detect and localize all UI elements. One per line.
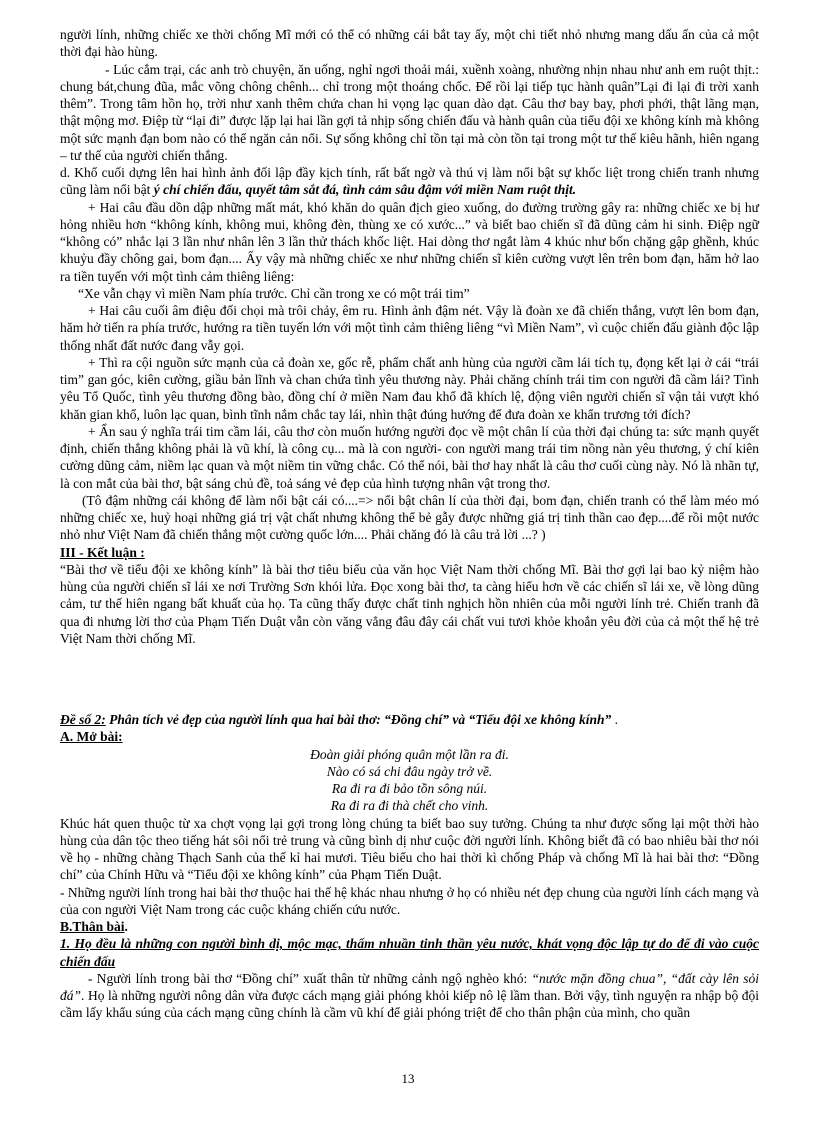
- poem-line: [60, 797, 759, 814]
- text-run: .: [611, 712, 619, 727]
- para-opening: [60, 815, 759, 884]
- para-note: [60, 492, 759, 544]
- para-source-of-strength: [60, 354, 759, 423]
- heading-conclusion: [60, 544, 759, 561]
- text-run: + Hai câu cuối âm điệu đối chọi mà trôi chảy, êm ru. Hình ảnh đậm nét. Vậy là đoàn xe đã chiến thắng, vượt lên bom đạn, hăm hở tiến ra phía trước, hướng ra tiền tuyến lớn với một tình cảm thiêng liêng “vì Miền Nam”, vì cuộc chiến đấu giành độc lập thống nhất đất nước đang vẫy gọi.: [60, 303, 759, 353]
- text-run: - Người lính trong bài thơ “Đồng chí” xuất thân từ những cảnh ngộ nghèo khó:: [88, 970, 532, 986]
- text-run: - Lúc cắm trại, các anh trò chuyện, ăn uống, nghỉ ngơi thoải mái, xuềnh xoàng, nhường nhịn nhau như anh em ruột thịt.: chung bát,chung đũa, mắc võng chông chênh... chỉ trong một thoáng chốc. Để rồi lại tiếp tục hành quân”Lại đi lại đi trời xanh thêm”. Trong tâm hồn họ, trời như xanh thêm chứa chan hi vọng lạc quan dào dạt. Câu thơ bay bay, phơi phới, thật lãng mạn, thật mộng mơ. Điệp từ “lại đi” được lặp lại hai lần gợi tả nhịp sống chiến đấu và hành quân của tiểu đội xe không kính mà không một sức mạnh đạn bom nào có thể ngăn cản nổi. Sự sống không chỉ tồn tại mà còn tồn tại trong một tư thế kiêu hãnh, hiên ngang – tư thế của người chiến thắng.: [60, 61, 759, 163]
- text-run: Nào có sá chi đâu ngày trở về.: [326, 763, 493, 779]
- text-run: . Họ là những người nông dân vừa được cách mạng giải phóng khỏi kiếp nô lệ lầm than. Bởi vậy, tình nguyện ra nhập bộ đội cầm lấy khẩu súng của cách mạng cũng chính là cầm vũ khí để giải phóng triệt để cho thân phận của mình, cho quần: [60, 988, 759, 1021]
- para-conclusion: [60, 561, 759, 647]
- para-soldiers-common: [60, 884, 759, 919]
- text-run: + Hai câu đầu dồn dập những mất mát, khó khăn do quân địch gieo xuống, do đường trường gây ra: những chiếc xe bị hư hỏng nhiều hơn “không kính, không mui, không đèn, thùng xe có xước...” và biết bao chiến sĩ đã dũng cảm hi sinh. Điệp ngữ “không có” nhắc lại 3 lần như nhân lên 3 lần thử thách khốc liệt. Hai dòng thơ ngắt làm 4 khúc như bốn chặng gập ghềnh, khúc khuỷu đầy chông gai, bom đạn.... Ấy vậy mà những chiếc xe như những chiến sĩ kiên cường vượt lên trên bom đạn, hăm hở lao ra tiền tuyến với một tình cảm thiêng liêng:: [60, 199, 759, 284]
- text-run: + Ẩn sau ý nghĩa trái tim cầm lái, câu thơ còn muốn hướng người đọc về một chân lí của thời đại chúng ta: sức mạnh quyết định, chiến thắng không phải là vũ khí, là công cụ... mà là con người- con người mang trái tim nồng nàn yêu thương, ý chí kiên cường dũng cảm, niềm lạc quan và một niềm tin vững chắc. Có thể nói, bài thơ hay nhất là câu thơ cuối cùng này. Nó là nhãn tự, là con mắt của bài thơ, bật sáng chủ đề, toả sáng vẻ đẹp của hình tượng nhân vật trong thơ.: [60, 423, 759, 491]
- text-run: “Bài thơ về tiểu đội xe không kính” là bài thơ tiêu biểu của văn học Việt Nam thời chống Mĩ. Bài thơ gợi lại bao kỷ niệm hào hùng của người chiến sĩ lái xe nơi Trường Sơn khói lửa. Đọc xong bài thơ, ta càng hiểu hơn về các chiến sĩ lái xe, về lòng dũng cảm, tư thế hiên ngang bất khuất của họ. Ta cũng thấy được chất tinh nghịch hồn nhiên của mỗi người lính trẻ. Chiến tranh đã qua đi nhưng lời thơ của Phạm Tiến Duật vẫn còn văng vẳng đâu đây cái chất vui tươi khỏe khoắn yêu đời của cả một thế hệ trẻ Việt Nam thời chống Mĩ.: [60, 561, 759, 646]
- text-run: Đề số 2:: [60, 712, 106, 727]
- document-content: [60, 26, 759, 1022]
- text-run: Ra đi ra đi thà chết cho vinh.: [330, 798, 489, 814]
- text-run: 1. Họ đều là những con người bình dị, mộc mạc, thấm nhuần tinh thần yêu nước, khát vọng độc lập tự do để đi vào cuộc chiến đấu: [60, 936, 759, 969]
- text-run: Ra đi ra đi bảo tồn sông núi.: [331, 781, 488, 796]
- heading-topic-2: [60, 711, 759, 728]
- para-two-first-lines: [60, 199, 759, 285]
- quote-line: [60, 285, 759, 302]
- text-run: A. Mở bài:: [60, 729, 123, 745]
- poem-line: [60, 746, 759, 763]
- text-run: + Thì ra cội nguồn sức mạnh của cả đoàn xe, gốc rễ, phẩm chất anh hùng của người cầm lái tích tụ, đọng kết lại ở cái “trái tim” gan góc, kiên cường, giầu bản lĩnh và chan chứa tình yêu thương này. Phải chăng chính trái tim con người đã cầm lái? Tình yêu Tổ Quốc, tình yêu thương đồng bào, đồng chí ở miền Nam đau khổ đã khích lệ, động viên người chiến sĩ vận tải vượt khó khăn gian khổ, luôn lạc quan, bình tĩnh nắm chắc tay lái, nhìn thật đúng hướng để đưa đoàn xe khẩn trương tới đích?: [60, 354, 759, 422]
- para-intro-continuation: [60, 26, 759, 61]
- text-run: Khúc hát quen thuộc từ xa chợt vọng lại gợi trong lòng chúng ta biết bao suy tưởng. Chúng ta như được sống lại một thời hào hùng của dân tộc theo tiếng hát sôi nổi trẻ trung và cũng bình dị như cuộc đời người lính. Không biết đã có bao nhiêu bài thơ nói về họ - những chàng Thạch Sanh của thế kỉ hai mươi. Tiêu biểu cho hai thời kì chống Pháp và chống Mĩ là hai bài thơ: “Đồng chí” của Chính Hữu và “Tiểu đội xe không kính” của Phạm Tiến Duật.: [60, 815, 759, 883]
- text-run: d. Khổ cuối dựng lên hai hình ảnh đối lập đầy kịch tính, rất bất ngờ và thú vị làm nổi bật sự khốc liệt trong chiến tranh nhưng cũng làm nổi bật: [60, 165, 759, 198]
- page-number: 13: [401, 1071, 415, 1086]
- text-run: - Những người lính trong hai bài thơ thuộc hai thế hệ khác nhau nhưng ở họ có nhiều nét đẹp chung của người lính cách mạng và của con người Việt Nam trong các cuộc kháng chiến cứu nước.: [60, 884, 759, 917]
- para-two-last-lines: [60, 302, 759, 354]
- heading-open: [60, 728, 759, 745]
- text-run: ý chí chiến đấu, quyết tâm sắt đá, tình cảm sâu đậm với miền Nam ruột thịt.: [153, 182, 577, 198]
- text-run: Phân tích vẻ đẹp của người lính qua hai bài thơ: “Đồng chí” và “Tiểu đội xe không kính”: [105, 712, 612, 727]
- text-run: (Tô đậm những cái không để làm nổi bật cái có....=> nổi bật chân lí của thời đại, bom đạn, chiến tranh có thể làm méo mó những chiếc xe, huỷ hoại những giá trị vật chất nhưng không thể bẻ gẫy được những giá trị tinh thần cao đẹp....để rồi một nước nhỏ như Việt Nam đã chiến thắng một cường quốc lớn.... Phải chăng đó là câu trả lời ...? ): [60, 492, 759, 543]
- para-dong-chi-origin: [60, 970, 759, 1022]
- para-last-stanza: [60, 164, 759, 199]
- text-run: người lính, những chiếc xe thời chống Mĩ mới có thể có những cái bắt tay ấy, một chi tiết nhỏ nhưng mang dấu ấn của cả một thời đại hào hùng.: [60, 27, 759, 60]
- heading-point-1: [60, 935, 759, 970]
- poem-line: [60, 780, 759, 797]
- poem-line: [60, 763, 759, 780]
- heading-body: [60, 918, 759, 935]
- text-run: .: [124, 919, 128, 934]
- text-run: B.Thân bài: [60, 919, 125, 934]
- text-run: “nước mặn đồng chua”, “đất cày lên sỏi đá”: [60, 970, 760, 1003]
- para-hidden-meaning: [60, 423, 759, 492]
- text-run: “Xe vẫn chạy vì miền Nam phía trước. Chỉ cần trong xe có một trái tim”: [78, 285, 470, 301]
- para-camp-rest: [60, 61, 759, 165]
- text-run: Đoàn giải phóng quân một lần ra đi.: [310, 746, 509, 762]
- text-run: III - Kết luận :: [60, 544, 145, 560]
